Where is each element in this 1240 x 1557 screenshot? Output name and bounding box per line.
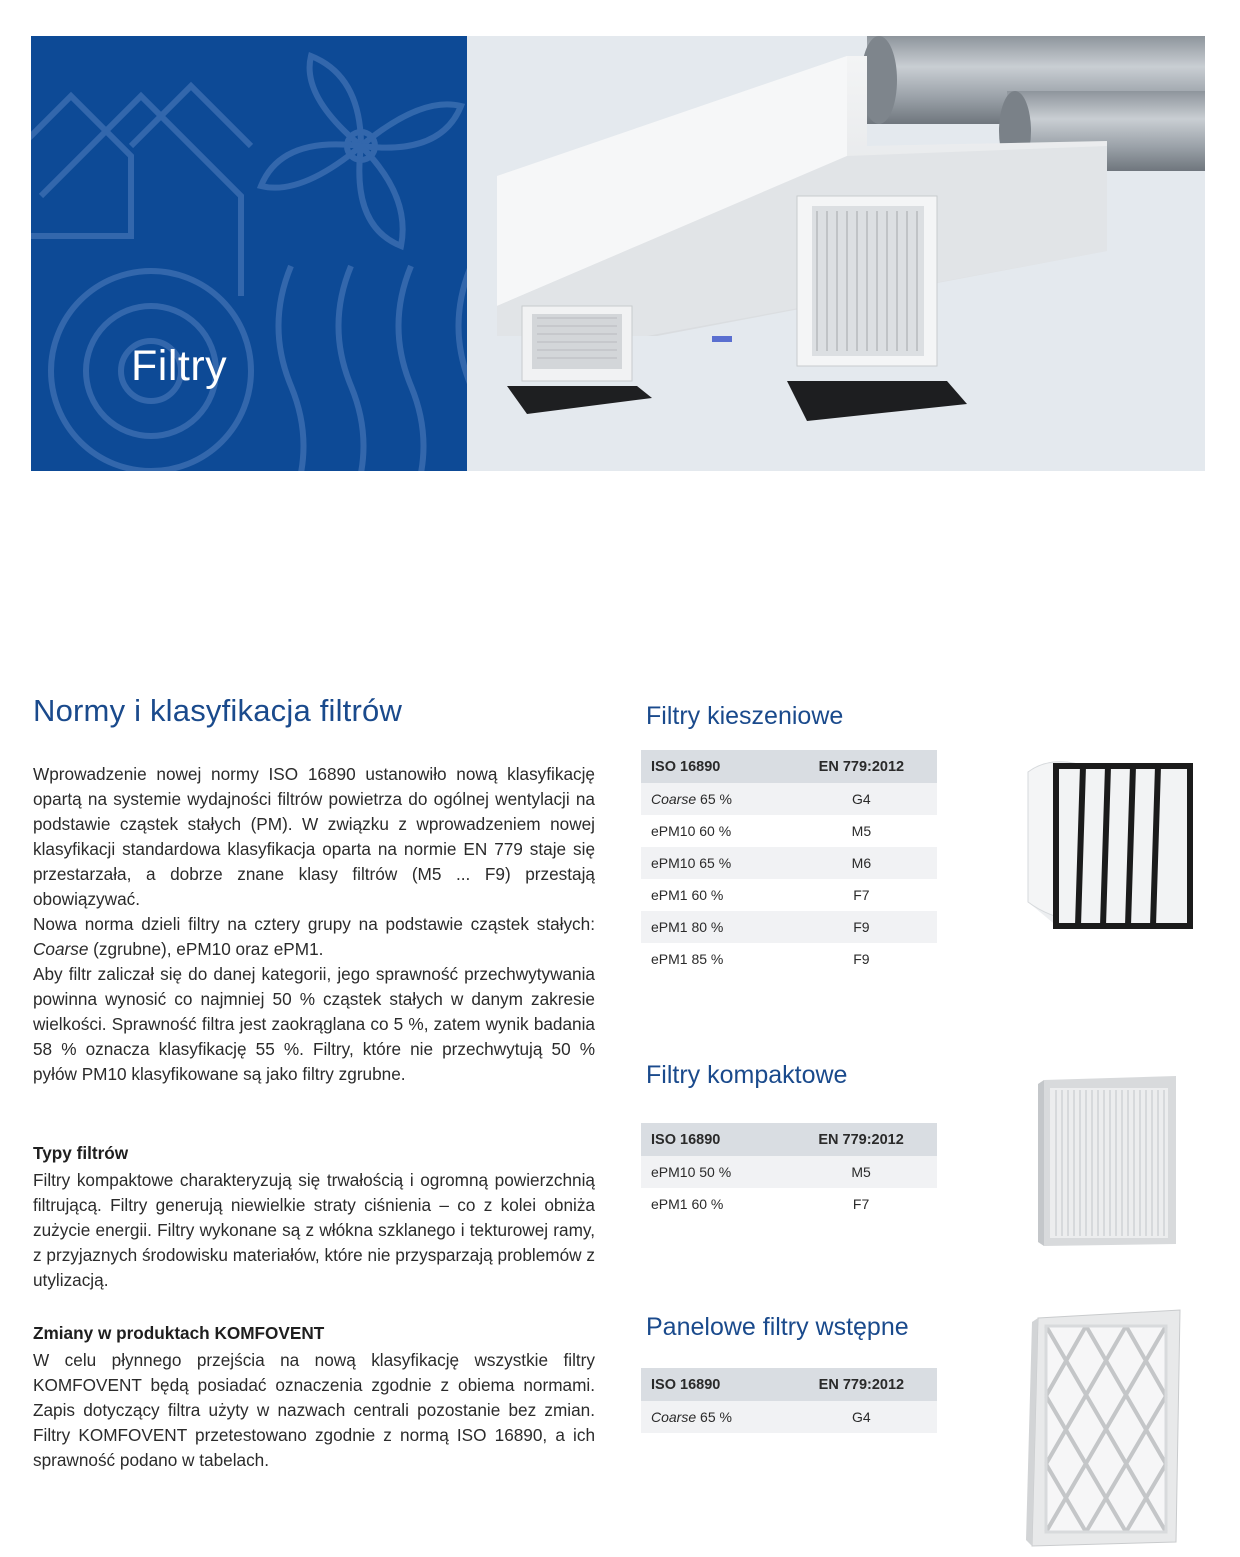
table-header-row <box>641 1123 937 1156</box>
coarse-label: Coarse <box>651 1409 697 1425</box>
compact-filters-table <box>641 1123 937 1220</box>
intro-paragraph: Wprowadzenie nowej normy ISO 16890 ustanowiło nową klasyfikację opartą na systemie wydajności filtrów powietrza do ogólnej wentylacji na podstawie cząstek stałych (PM). W związku z wprowadzeniem nowej klasyfikacji standardowa klasyfikacja oparta na normie EN 779 staje się przestarzała, a dobrze znane klasy filtrów (M5 ... F9) przestają obowiązywać. <box>33 764 595 909</box>
panel-prefilters-title: Panelowe filtry wstępne <box>646 1313 909 1341</box>
iso-column-header: ISO 16890 <box>641 750 786 783</box>
ventilation-unit-photo <box>467 36 1205 471</box>
pocket-filter-image <box>1018 752 1198 932</box>
iso-class-cell: ePM1 80 % <box>641 911 786 943</box>
iso-class-cell: ePM10 50 % <box>641 1156 785 1188</box>
iso-column-header: ISO 16890 <box>641 1368 786 1401</box>
groups-paragraph <box>33 912 595 962</box>
en-class-cell: F9 <box>786 911 937 943</box>
groups-text-after: (zgrubne), ePM10 oraz ePM1. <box>88 939 324 959</box>
table-header-row <box>641 1368 937 1401</box>
iso-class-cell: Coarse 65 % <box>641 1401 786 1433</box>
en-column-header: EN 779:2012 <box>786 1368 937 1401</box>
table-row <box>641 815 937 847</box>
groups-text-italic: Coarse <box>33 939 89 959</box>
en-class-cell: G4 <box>786 1401 937 1433</box>
table-row <box>641 879 937 911</box>
table-row <box>641 1156 937 1188</box>
en-column-header: EN 779:2012 <box>785 1123 937 1156</box>
ventilation-unit-illustration <box>467 36 1205 471</box>
en-class-cell: F7 <box>786 879 937 911</box>
iso-column-header: ISO 16890 <box>641 1123 785 1156</box>
en-class-cell: M5 <box>785 1156 937 1188</box>
en-class-cell: G4 <box>786 783 937 815</box>
pocket-filters-table <box>641 750 937 975</box>
table-row <box>641 943 937 975</box>
table-row <box>641 911 937 943</box>
table-row <box>641 847 937 879</box>
iso-class-cell: ePM10 65 % <box>641 847 786 879</box>
pocket-filters-title: Filtry kieszeniowe <box>646 702 844 730</box>
table-header-row <box>641 750 937 783</box>
en-class-cell: M6 <box>786 847 937 879</box>
en-class-cell: M5 <box>786 815 937 847</box>
en-class-cell: F9 <box>786 943 937 975</box>
coarse-label: Coarse <box>651 791 697 807</box>
iso-class-cell: ePM1 60 % <box>641 1188 785 1220</box>
iso-class-cell: Coarse 65 % <box>641 783 786 815</box>
groups-text-before: Nowa norma dzieli filtry na cztery grupy na podstawie cząstek stałych: <box>33 914 595 934</box>
iso-class-cell: ePM1 85 % <box>641 943 786 975</box>
en-column-header: EN 779:2012 <box>786 750 937 783</box>
iso-class-cell: ePM10 60 % <box>641 815 786 847</box>
panel-prefilter-image <box>1024 1308 1184 1548</box>
changes-heading: Zmiany w produktach KOMFOVENT <box>33 1323 325 1343</box>
table-row <box>641 1188 937 1220</box>
table-row <box>641 1401 937 1433</box>
en-class-cell: F7 <box>785 1188 937 1220</box>
decorative-line-pattern-icon <box>31 36 467 471</box>
types-paragraph: Filtry kompaktowe charakteryzują się trwałością i ogromną powierzchnią filtrującą. Filtry generują niewielkie straty ciśnienia – co z kolei obniża zużycie energii. Filtry wykonane są z włókna szklanego i tekturowej ramy, z przyjaznych środowisku materiałów, które nie przysparzają problemów z utylizacją. <box>33 1170 595 1290</box>
panel-prefilters-table <box>641 1368 937 1433</box>
types-heading: Typy filtrów <box>33 1143 129 1163</box>
iso-class-cell: ePM1 60 % <box>641 879 786 911</box>
compact-filters-title: Filtry kompaktowe <box>646 1061 848 1089</box>
changes-paragraph: W celu płynnego przejścia na nową klasyfikację wszystkie filtry KOMFOVENT będą posiadać oznaczenia zgodnie z obiema normami. Zapis dotyczący filtra użyty w nazwach centrali pozostanie bez zmian. Filtry KOMFOVENT przetestowano zgodnie z normą ISO 16890, a ich sprawność podano w tabelach. <box>33 1350 595 1470</box>
table-row <box>641 783 937 815</box>
compact-filter-image <box>1030 1076 1180 1251</box>
main-heading: Normy i klasyfikacja filtrów <box>33 693 403 728</box>
hero-banner <box>31 36 467 471</box>
efficiency-paragraph: Aby filtr zaliczał się do danej kategorii, jego sprawność przechwytywania powinna wynosić co najmniej 50 % cząstek stałych w danym zakresie wielkości. Sprawność filtra jest zaokrąglana co 5 %, zatem wynik badania 58 % oznacza klasyfikację 55 %. Filtry, które nie przechwytują 50 % pyłów PM10 klasyfikowane są jako filtry zgrubne. <box>33 964 595 1084</box>
hero-title: Filtry <box>131 342 228 390</box>
